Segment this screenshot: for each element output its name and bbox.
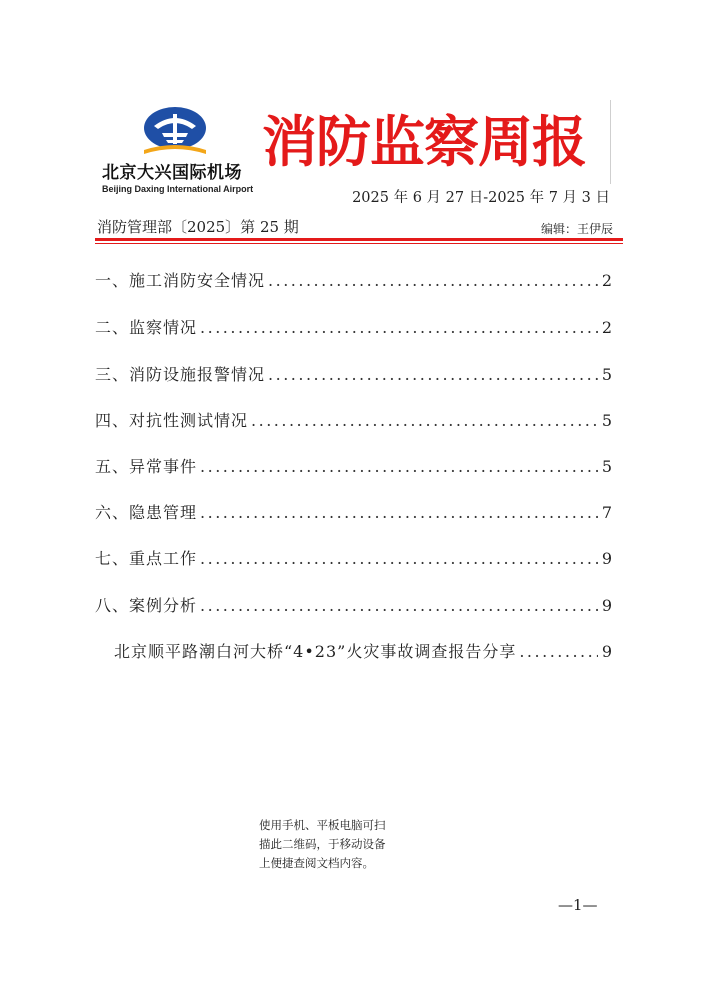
toc-entry-label: 四、对抗性测试情况 [95,411,249,430]
toc-entry-page: 2 [601,271,612,290]
toc-entry-page: 5 [601,411,612,430]
toc-entry-page: 7 [601,503,612,522]
page-number: —1— [558,896,598,914]
toc-leader [200,549,598,568]
toc-entry-page: 9 [601,596,612,615]
toc-entry-page: 9 [601,549,612,568]
issue-number: 消防管理部〔2025〕第 25 期 [97,218,299,236]
org-name-en: Beijing Daxing International Airport [102,184,254,194]
toc-entry-label: 八、案例分析 [95,596,198,615]
toc-entry[interactable] [95,593,612,617]
toc-entry[interactable] [95,546,612,570]
toc-leader [200,318,598,337]
editor: 编辑：王伊辰 [540,222,613,236]
toc-subentry[interactable] [114,639,612,663]
toc-entry[interactable] [95,362,612,386]
qr-note-line: 使用手机、平板电脑可扫 [259,818,386,832]
header-rule-thick [95,238,623,241]
toc-entry[interactable] [95,454,612,478]
toc-entry[interactable] [95,500,612,524]
toc-leader [268,365,598,384]
qr-note-line: 描此二维码，于移动设备 [259,837,386,851]
toc-leader [200,503,598,522]
toc-entry-label: 北京顺平路潮白河大桥“4•23”火灾事故调查报告分享 [114,642,517,661]
report-title: 消防监察周报 [262,109,587,174]
toc-entry[interactable] [95,315,612,339]
toc-entry[interactable] [95,268,612,292]
airport-logo-icon [142,106,208,158]
toc-entry-page: 5 [601,365,612,384]
toc-entry-label: 三、消防设施报警情况 [95,365,266,384]
toc-entry[interactable] [95,408,612,432]
toc-leader [268,271,598,290]
qr-note-line: 上便捷查阅文档内容。 [259,856,374,870]
toc-leader [200,596,598,615]
toc-entry-label: 一、施工消防安全情况 [95,271,266,290]
date-range: 2025 年 6 月 27 日-2025 年 7 月 3 日 [352,190,610,206]
org-name: 北京大兴国际机场 [102,163,242,183]
toc-leader [200,457,598,476]
toc-entry-label: 七、重点工作 [95,549,198,568]
toc-leader [519,642,597,661]
toc-entry-page: 2 [601,318,612,337]
qr-code-note [259,816,386,873]
toc-entry-label: 二、监察情况 [95,318,198,337]
header-rule-thin [95,243,623,244]
toc-entry-page: 9 [601,642,612,661]
title-divider [610,100,611,184]
toc-entry-label: 五、异常事件 [95,457,198,476]
toc-entry-label: 六、隐患管理 [95,503,198,522]
toc-entry-page: 5 [601,457,612,476]
toc-leader [251,411,598,430]
